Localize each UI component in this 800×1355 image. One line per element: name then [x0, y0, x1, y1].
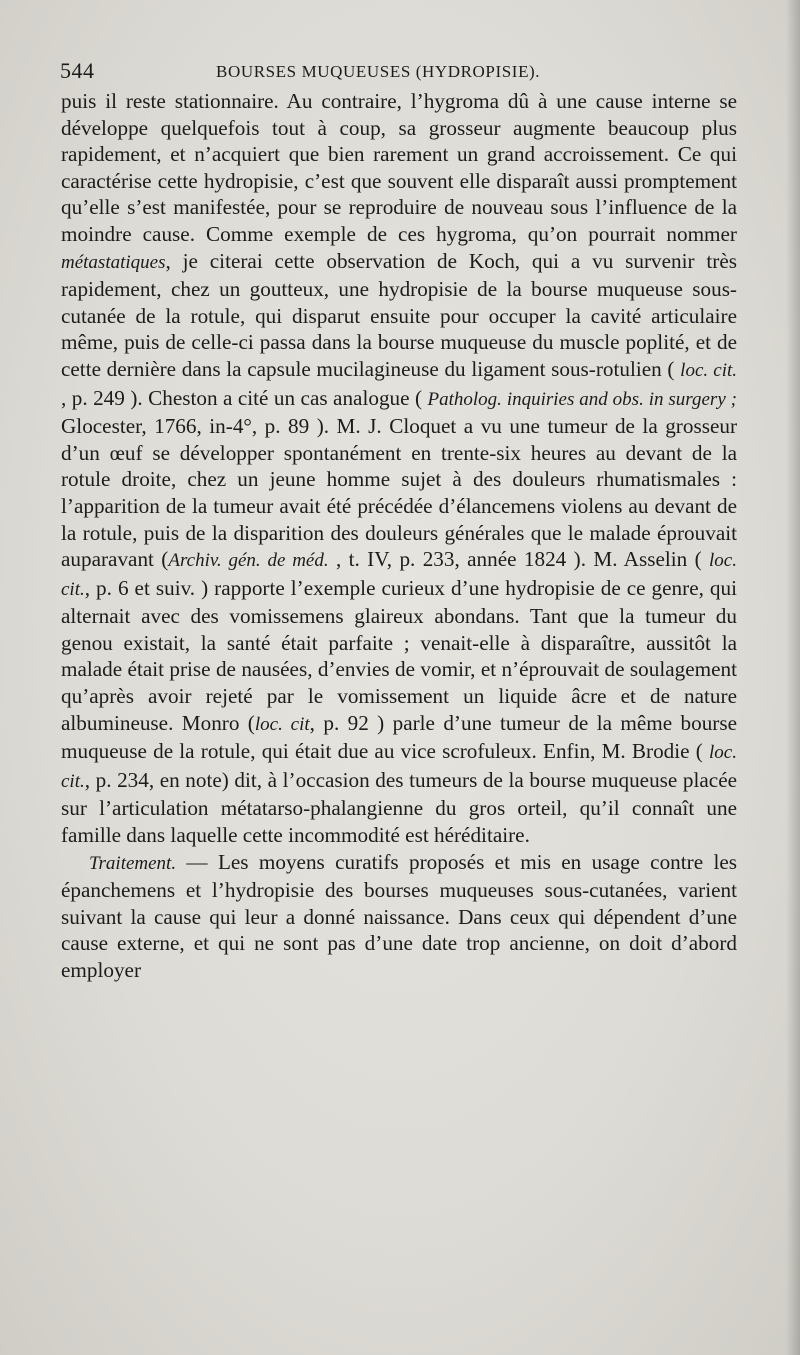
citation-italic: loc. cit. — [61, 742, 737, 792]
text-run: puis il reste stationnaire. Au contraire, l’hygroma dû à une cause interne se développe quelquefois tout à coup, sa grosseur augmente beaucoup plus rapidement, et n’acquiert que bien rarement un grand accroissement. Ce qui caractérise cette hydropisie, c’est que souvent elle disparaît aussi promptement qu’elle s’est manifestée, pour se reproduire de nouveau sous l’influence de la moindre cause. Comme exemple de ces hygroma, qu’on pourrait nommer — [61, 89, 737, 246]
body-text — [61, 88, 737, 984]
page-number: 544 — [60, 58, 95, 83]
paragraph-traitement — [61, 849, 737, 984]
text-run: , t. IV, p. 233, année 1824 ). M. Asselin ( — [328, 547, 710, 572]
page-header — [60, 58, 740, 88]
citation-italic: Archiv. gén. de méd. — [168, 550, 329, 572]
text-run: , p. 6 et suiv. ) rapporte l’exemple curieux d’une hydropisie de ce genre, qui alternait avec des vomissemens glaireux abondans. Tant que la tumeur du genou existait, la santé était parfaite ; venait-elle à disparaître, aussitôt la malade était prise de nausées, d’envies de vomir, et n’éprouvait de soulagement qu’après avoir rejeté par le vomissement un liquide âcre et de nature albumineuse. Monro ( — [61, 575, 737, 735]
italic-term: métastatiques — [61, 251, 166, 273]
paragraph-hygroma — [61, 88, 737, 849]
citation-italic: loc. cit. — [61, 550, 737, 600]
running-head: BOURSES MUQUEUSES (HYDROPISIE). — [216, 62, 541, 81]
text-run: — Les moyens curatifs proposés et mis en usage contre les épanchemens et l’hydropisie des bourses muqueuses sous-cutanées, varient suivant la cause qui leur a donné naissance. Dans ceux qui dépendent d’une cause externe, et qui ne sont pas d’une date trop ancienne, on doit d’abord employer — [61, 849, 737, 982]
citation-italic: loc. cit — [254, 713, 310, 735]
page-edge-shadow — [786, 0, 800, 1355]
text-run: , je citerai cette observation de Koch, qui a vu survenir très rapidement, chez un goutteux, une hydropisie de la bourse muqueuse sous-cutanée de la rotule, qui disparut ensuite pour occuper la cavité articulaire même, puis de celle-ci passa dans la bourse muqueuse du muscle poplité, et de cette dernière dans la capsule mucilagineuse du ligament sous-rotulien ( — [61, 248, 737, 381]
citation-italic: loc. cit. — [680, 359, 738, 381]
citation-italic: Patholog. inquiries and obs. in surgery ; — [427, 388, 737, 410]
text-run: Glocester, 1766, in-4°, p. 89 ). M. J. Cloquet a vu une tumeur de la grosseur d’un œuf se développer spontanément en trente-six heures au devant de la rotule droite, chez un jeune homme sujet à des douleurs rhumatismales : l’apparition de la tumeur avait été précédée d’élancemens violens au devant de la rotule, puis de la disparition des douleurs générales que le malade éprouvait auparavant ( — [61, 414, 737, 572]
text-run: , p. 234, en note) dit, à l’occasion des tumeurs de la bourse muqueuse placée sur l’articulation métatarso-phalangienne du gros orteil, qu’il connaît une famille dans laquelle cette incommodité est héréditaire. — [61, 767, 737, 848]
section-heading-italic: Traitement. — [89, 852, 177, 874]
text-run: , p. 249 ). Cheston a cité un cas analogue ( — [61, 385, 428, 410]
text-run: , p. 92 ) parle d’une tumeur de la même bourse muqueuse de la rotule, qui était due au vice scrofuleux. Enfin, M. Brodie ( — [61, 710, 738, 764]
